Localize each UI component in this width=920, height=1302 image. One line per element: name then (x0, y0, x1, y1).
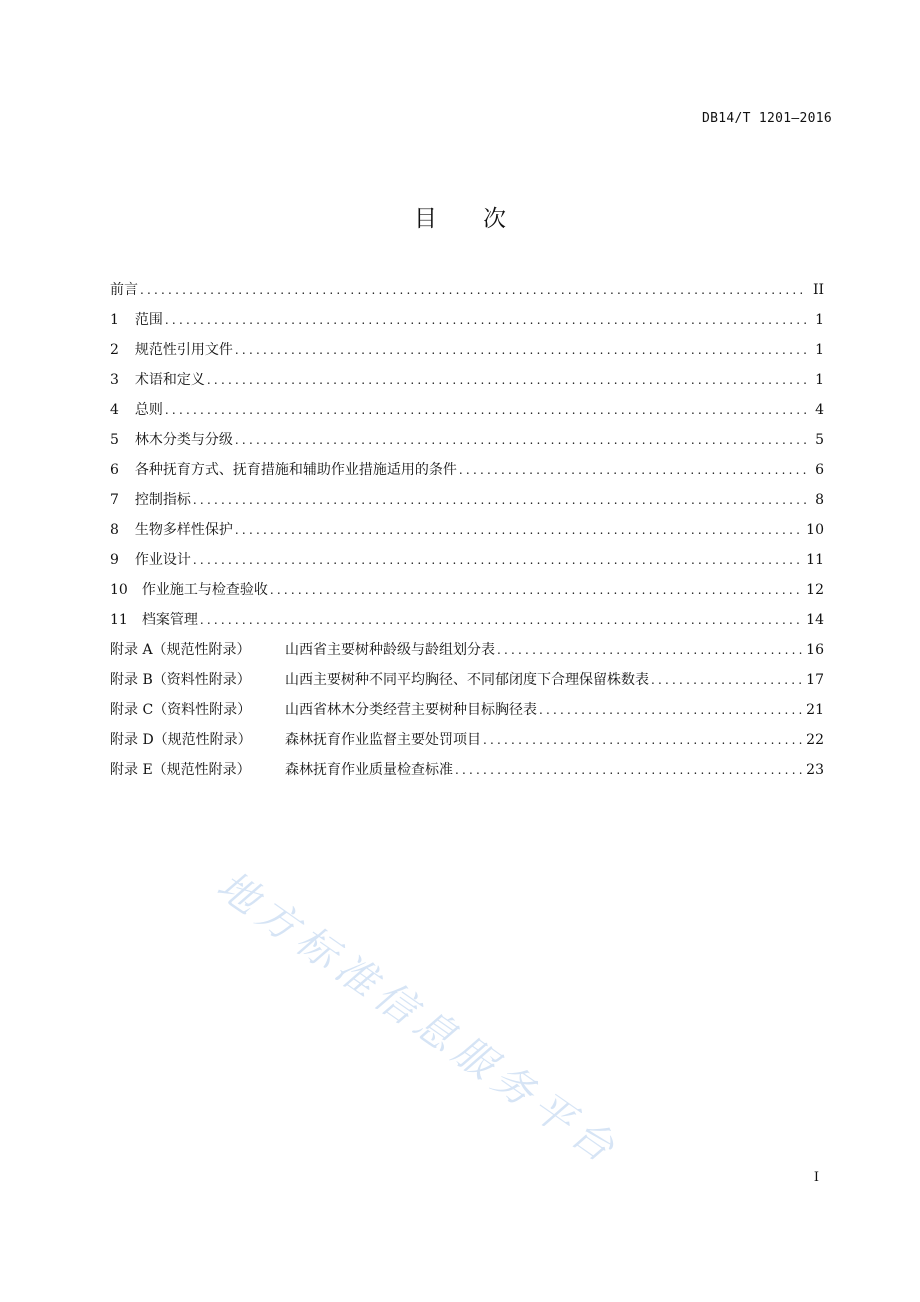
toc-entry-preface[interactable] (110, 275, 824, 305)
toc-leader-dots (165, 395, 806, 425)
toc-entry-appendix-c[interactable] (110, 695, 824, 725)
toc-appendix-tag: 附录 B（资料性附录） (110, 672, 251, 688)
toc-leader-dots (235, 515, 802, 545)
page-title: 目次 (414, 206, 552, 232)
toc-entry-number: 5 (110, 432, 119, 448)
toc-leader-dots (651, 665, 802, 695)
toc-entry-label: 森林抚育作业质量检查标准 (285, 762, 453, 778)
toc-appendix-tag: 附录 C（资料性附录） (110, 702, 252, 718)
toc-entry-page: 17 (806, 672, 824, 688)
toc-entry-label: 森林抚育作业监督主要处罚项目 (285, 732, 481, 748)
toc-entry-appendix-b[interactable] (110, 665, 824, 695)
toc-entry-page: 1 (815, 372, 824, 388)
toc-entry-number: 8 (110, 522, 119, 538)
toc-leader-dots (165, 305, 806, 335)
toc-entry-number: 1 (110, 312, 119, 328)
toc-leader-dots (539, 695, 802, 725)
toc-entry-10[interactable] (110, 575, 824, 605)
watermark: 地方标准信息服务平台 (208, 862, 629, 1176)
toc-appendix-tag: 附录 E（规范性附录） (110, 762, 251, 778)
toc-entry-page: 8 (815, 492, 824, 508)
toc-leader-dots (200, 605, 802, 635)
toc-leader-dots (455, 755, 802, 785)
toc-leader-dots (140, 275, 806, 305)
toc-leader-dots (235, 335, 806, 365)
toc-entry-label: 前言 (110, 282, 138, 298)
toc-entry-9[interactable] (110, 545, 824, 575)
toc-entry-page: 21 (806, 702, 824, 718)
toc-entry-label: 规范性引用文件 (134, 342, 233, 358)
toc-leader-dots (193, 545, 802, 575)
toc-entry-2[interactable] (110, 335, 824, 365)
toc-entry-number: 4 (110, 402, 119, 418)
toc-entry-label: 术语和定义 (134, 372, 205, 388)
table-of-contents (110, 275, 824, 785)
toc-entry-appendix-e[interactable] (110, 755, 824, 785)
toc-entry-label: 山西省林木分类经营主要树种目标胸径表 (285, 702, 537, 718)
toc-entry-6[interactable] (110, 455, 824, 485)
toc-entry-page: 5 (815, 432, 824, 448)
toc-entry-number: 2 (110, 342, 119, 358)
toc-entry-page: 10 (806, 522, 824, 538)
toc-entry-page: 23 (806, 762, 824, 778)
toc-entry-label: 生物多样性保护 (134, 522, 233, 538)
toc-entry-11[interactable] (110, 605, 824, 635)
toc-leader-dots (193, 485, 806, 515)
toc-entry-page: 1 (815, 342, 824, 358)
toc-entry-page: 16 (806, 642, 824, 658)
toc-entry-4[interactable] (110, 395, 824, 425)
toc-entry-page: 4 (815, 402, 824, 418)
toc-entry-number: 11 (110, 612, 128, 628)
toc-entry-number: 9 (110, 552, 119, 568)
toc-entry-page: 6 (815, 462, 824, 478)
toc-entry-number: 7 (110, 492, 119, 508)
toc-entry-label: 山西主要树种不同平均胸径、不同郁闭度下合理保留株数表 (285, 672, 649, 688)
toc-entry-page: 22 (806, 732, 824, 748)
toc-leader-dots (483, 725, 802, 755)
toc-entry-label: 各种抚育方式、抚育措施和辅助作业措施适用的条件 (134, 462, 457, 478)
page-number: I (813, 1170, 819, 1185)
toc-entry-label: 作业施工与检查验收 (141, 582, 268, 598)
toc-leader-dots (497, 635, 802, 665)
toc-entry-page: 12 (806, 582, 824, 598)
toc-entry-page: 14 (806, 612, 824, 628)
toc-entry-3[interactable] (110, 365, 824, 395)
toc-entry-label: 总则 (134, 402, 163, 418)
toc-entry-page: 11 (806, 552, 824, 568)
toc-leader-dots (459, 455, 806, 485)
toc-entry-page: 1 (815, 312, 824, 328)
toc-entry-8[interactable] (110, 515, 824, 545)
toc-leader-dots (207, 365, 806, 395)
toc-appendix-tag: 附录 D（规范性附录） (110, 732, 252, 748)
toc-entry-label: 作业设计 (134, 552, 191, 568)
toc-leader-dots (270, 575, 802, 605)
standard-code: DB14/T 1201—2016 (701, 111, 832, 126)
toc-entry-page: II (812, 282, 824, 298)
toc-entry-label: 林木分类与分级 (134, 432, 233, 448)
toc-entry-1[interactable] (110, 305, 824, 335)
toc-appendix-tag: 附录 A（规范性附录） (110, 642, 251, 658)
toc-entry-label: 山西省主要树种龄级与龄组划分表 (285, 642, 495, 658)
toc-entry-5[interactable] (110, 425, 824, 455)
toc-entry-label: 范围 (134, 312, 163, 328)
toc-entry-appendix-a[interactable] (110, 635, 824, 665)
toc-entry-number: 3 (110, 372, 119, 388)
toc-entry-label: 档案管理 (141, 612, 198, 628)
toc-entry-7[interactable] (110, 485, 824, 515)
toc-leader-dots (235, 425, 806, 455)
toc-entry-label: 控制指标 (134, 492, 191, 508)
toc-entry-appendix-d[interactable] (110, 725, 824, 755)
toc-entry-number: 10 (110, 582, 128, 598)
toc-entry-number: 6 (110, 462, 119, 478)
